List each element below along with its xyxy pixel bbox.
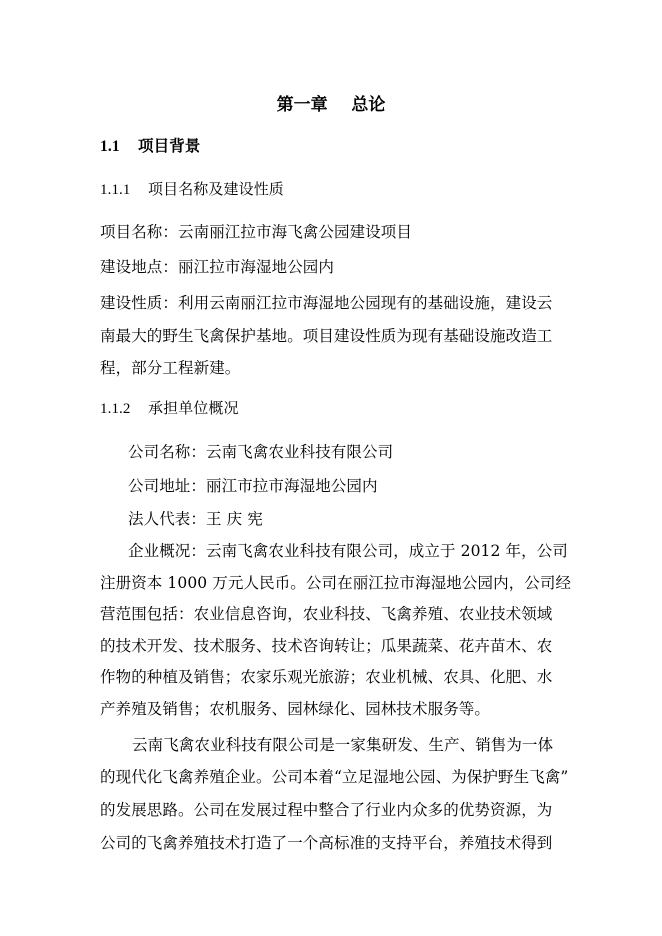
section-heading-1-1-1: [100, 179, 284, 200]
section-number: 1.1: [100, 138, 120, 155]
project-site-line: 建设地点：丽江拉市海湿地公园内: [100, 258, 335, 276]
section-number: 1.1.2: [100, 401, 131, 417]
section-heading-1-1-2: [100, 398, 239, 419]
project-nature-line-2: 南最大的野生飞禽保护基地。项目建设性质为现有基础设施改造工: [100, 327, 553, 345]
company-profile-line-3: 的发展思路。公司在发展过程中整合了行业内众多的优势资源，为: [100, 801, 553, 819]
company-profile-line-1: 云南飞禽农业科技有限公司是一家集研发、生产、销售为一体: [132, 736, 554, 754]
section-title: 承担单位概况: [148, 399, 239, 417]
company-overview-line-2: 注册资本 1000 万元人民币。公司在丽江拉市海湿地公园内，公司经: [100, 574, 572, 592]
company-overview-line-1: 企业概况：云南飞禽农业科技有限公司，成立于 2012 年，公司: [128, 542, 568, 560]
company-overview-line-6: 产养殖及销售；农机服务、园林绿化、园林技术服务等。: [100, 700, 491, 718]
company-overview-line-3: 营范围包括：农业信息咨询，农业科技、飞禽养殖、农业技术领域: [100, 605, 553, 623]
company-address-line: 公司地址：丽江市拉市海湿地公园内: [128, 477, 378, 495]
company-profile-line-4: 公司的飞禽养殖技术打造了一个高标准的支持平台，养殖技术得到: [100, 834, 553, 852]
chapter-title: 第一章 总论: [276, 95, 386, 115]
project-nature-line-3: 程，部分工程新建。: [100, 359, 241, 377]
company-name-line: 公司名称：云南飞禽农业科技有限公司: [128, 443, 394, 461]
company-legal-line: 法人代表：王 庆 宪: [128, 510, 263, 528]
section-heading-1-1: [100, 136, 200, 157]
section-title: 项目背景: [138, 137, 201, 155]
section-title: 项目名称及建设性质: [148, 180, 284, 198]
project-nature-line-1: 建设性质：利用云南丽江拉市海湿地公园现有的基础设施，建设云: [100, 294, 553, 312]
section-number: 1.1.1: [100, 182, 131, 198]
company-overview-line-4: 的技术开发、技术服务、技术咨询转让；瓜果蔬菜、花卉苗木、农: [100, 637, 553, 655]
company-profile-line-2: 的现代化飞禽养殖企业。公司本着“立足湿地公园、为保护野生飞禽”: [100, 768, 569, 786]
project-name-line: 项目名称：云南丽江拉市海飞禽公园建设项目: [100, 223, 413, 241]
company-overview-line-5: 作物的种植及销售；农家乐观光旅游；农业机械、农具、化肥、水: [100, 668, 553, 686]
